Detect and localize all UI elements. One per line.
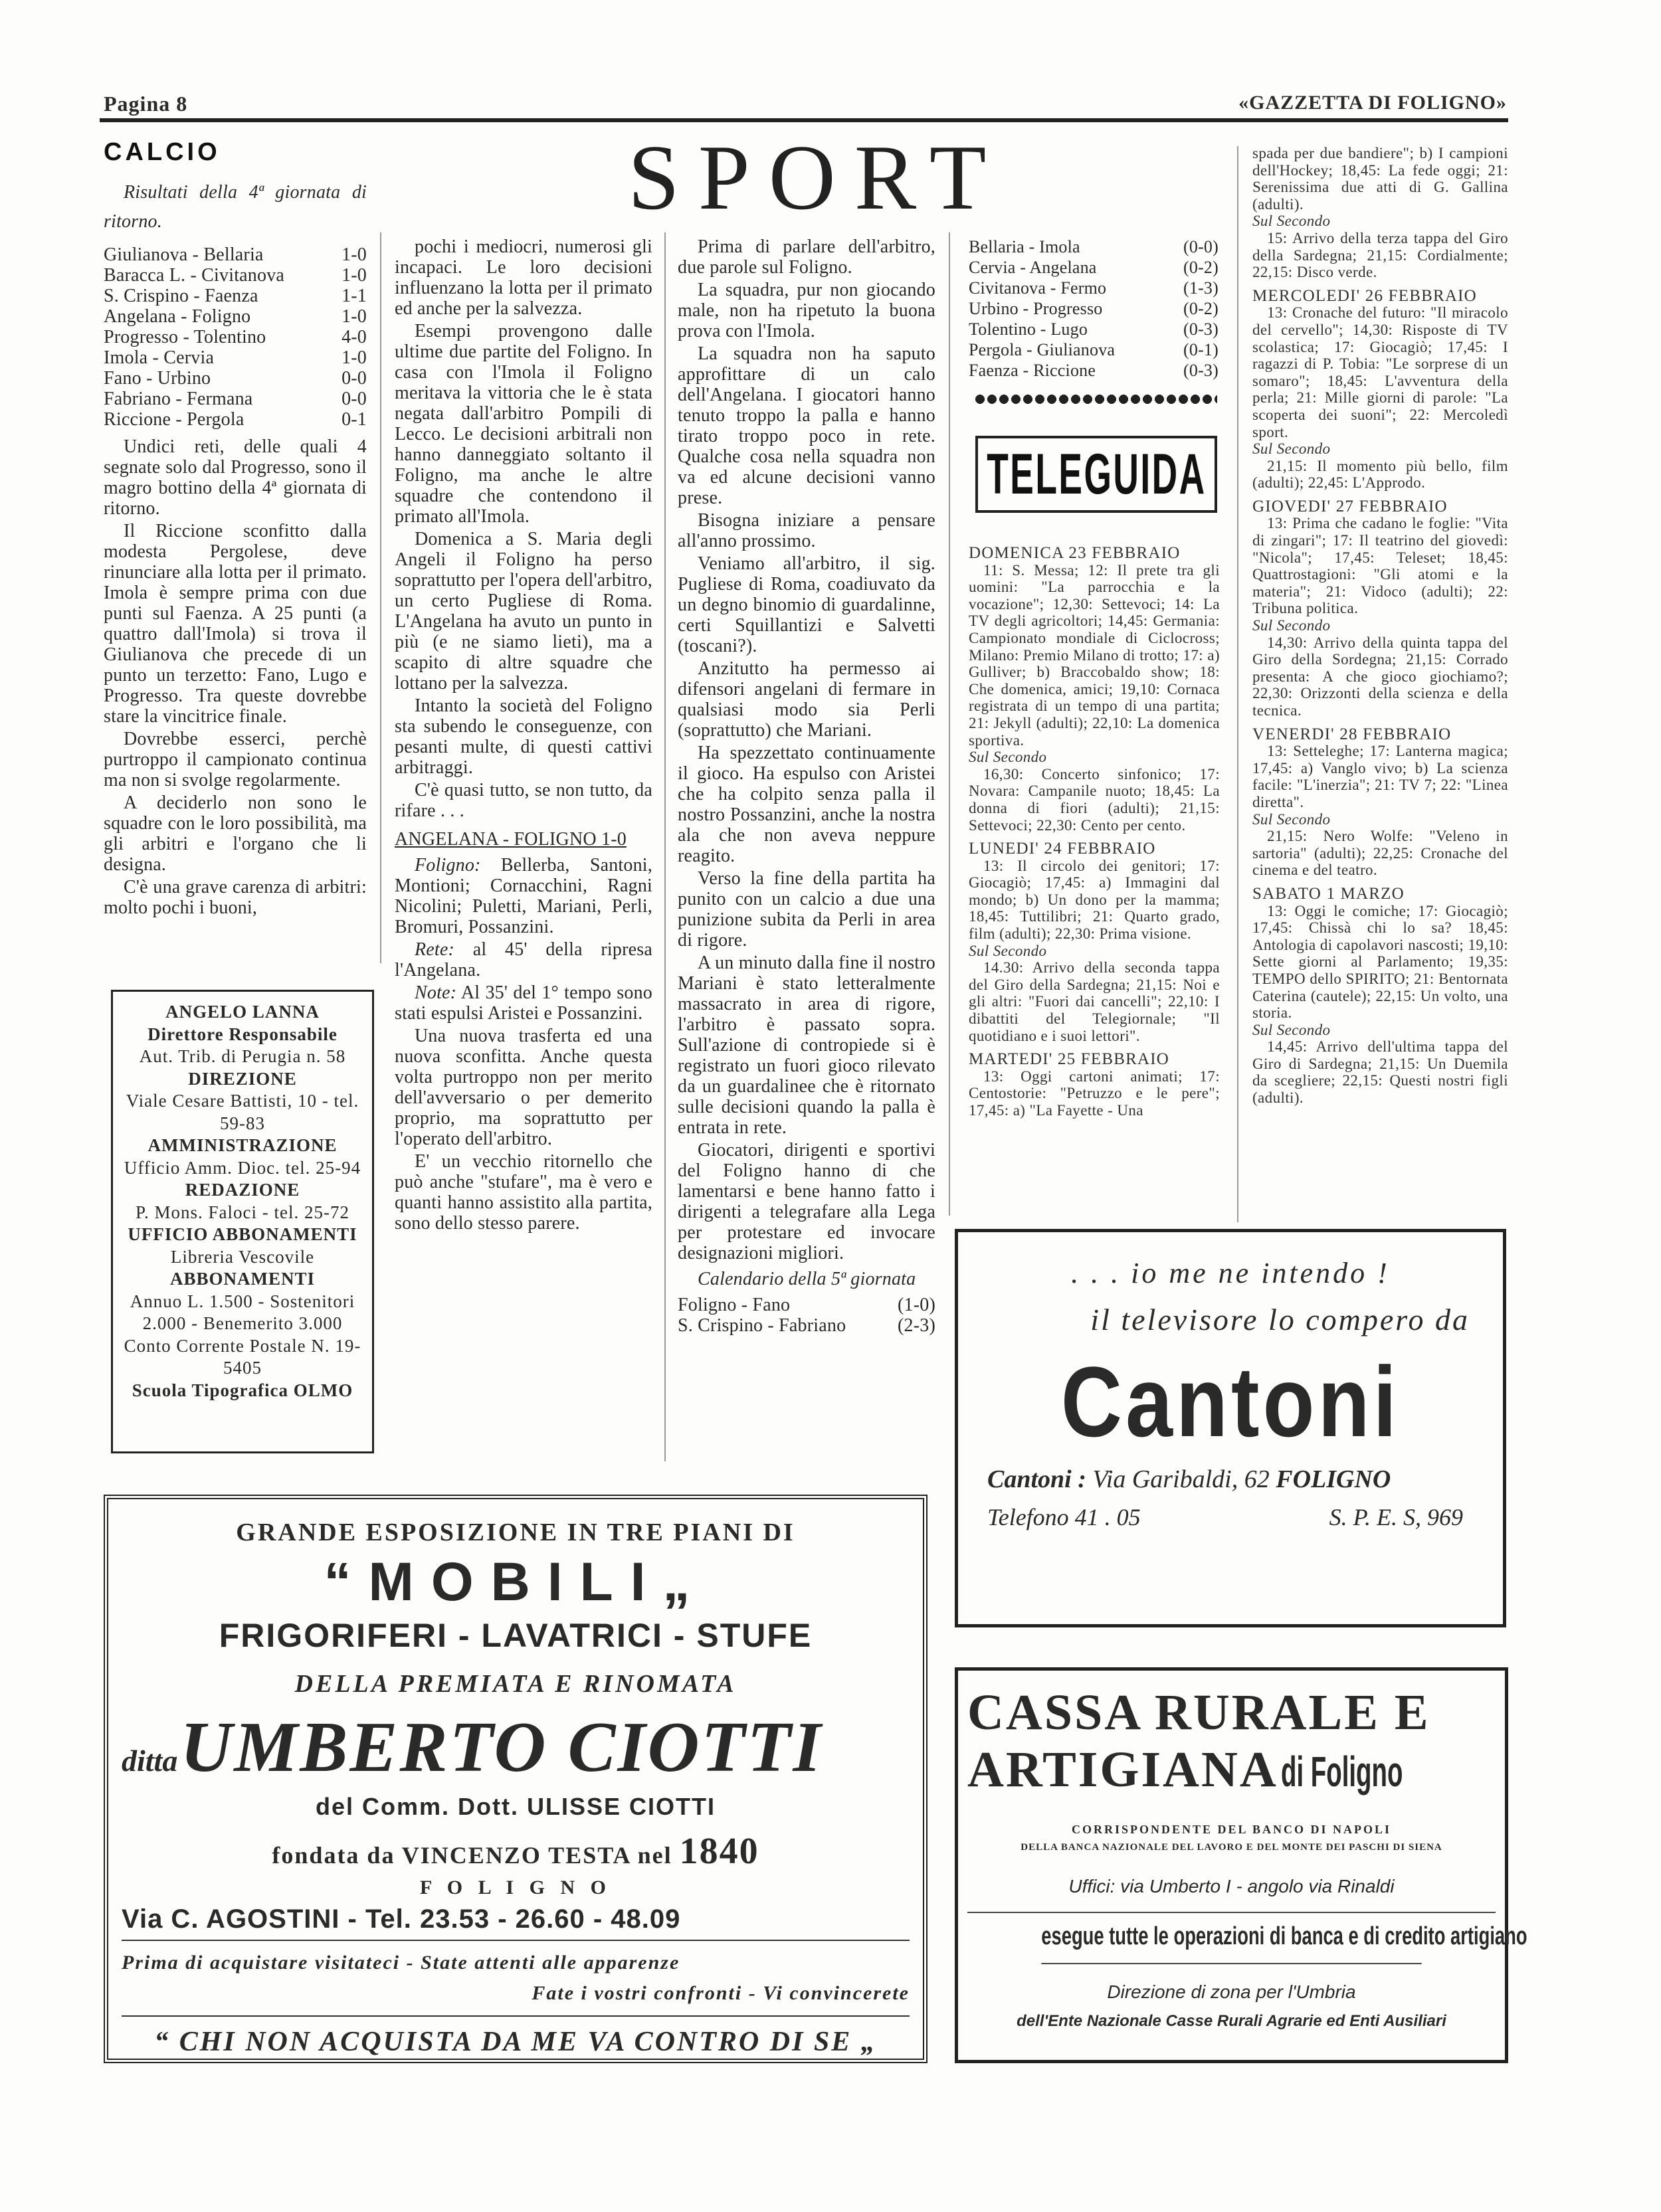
paragraph: Anzitutto ha permesso ai difensori angelani di fermare in qualsiasi modo sia Perli (soprattutto) che Mariani. <box>678 658 935 741</box>
notes <box>395 982 652 1024</box>
paragraph: Undici reti, delle quali 4 segnate solo dal Progresso, sono il magro bottino della 4ª giornata di ritorno. <box>104 436 367 519</box>
fixture-score: 1-0 <box>342 265 367 286</box>
masthead-line: UFFICIO ABBONAMENTI <box>128 1224 357 1244</box>
tv-second-channel-label: Sul Secondo <box>969 942 1047 959</box>
fixture-score: 0-1 <box>342 409 367 430</box>
ad-mobili <box>104 1495 928 2063</box>
lineup-text: Bellerba, Santoni, Montioni; Cornacchini, Ragni Nicolini; Puletti, Mariani, Perli, Bromuri, Possanzini. <box>395 855 652 937</box>
tv-day-heading: LUNEDI' 24 FEBBRAIO <box>969 840 1156 858</box>
goal <box>395 939 652 980</box>
column-divider <box>664 232 666 1461</box>
tv-second-channel-label: Sul Secondo <box>1252 810 1331 828</box>
article-column-3 <box>678 236 935 1336</box>
notes-text: Al 35' del 1° tempo sono stati espulsi Aristei e Possanzini. <box>395 982 652 1024</box>
fixture-score: (1-3) <box>1183 278 1219 298</box>
fixture-match: S. Crispino - Faenza <box>104 286 258 306</box>
ad-cassa-ente: dell'Ente Nazionale Casse Rurali Agrarie ed Enti Ausiliari <box>1017 2012 1446 2030</box>
paragraph: A un minuto dalla fine il nostro Mariani è stato letteralmente massacrato in area di rigore, l'arbitro è passato sopra. Sull'azione di contropiede si è registrato un fuori gioco rilevato da un guardalinee che è ritornato sulle decisioni quando la palla è entrata in rete. <box>678 953 935 1138</box>
dot-separator <box>974 393 1217 405</box>
ad-mobili-year: 1840 <box>679 1831 759 1872</box>
paragraph: E' un vecchio ritornello che può anche "stufare", ma è vero e quanti hanno assistito alla partita, sono dello stesso parere. <box>395 1151 652 1234</box>
ad-cantoni-address: Via Garibaldi, 62 <box>1092 1465 1270 1493</box>
tv-second-channel-label: Sul Secondo <box>1252 440 1331 458</box>
masthead-line: Scuola Tipografica OLMO <box>132 1380 353 1400</box>
paragraph: Ha spezzettato continuamente il gioco. Ha espulso con Aristei che ha colpito senza palla il nostro Possanzini, anche la nostra ala che non aveva neppure reagito. <box>678 743 935 866</box>
masthead-line: Direttore Responsabile <box>147 1024 338 1044</box>
tv-program-list: 13: Setteleghe; 17: Lanterna magica; 17,45: a) Vanglo vivo; b) La scienza facile: "L'inerzia"; 21: TV 7; 22: "Linea diretta". <box>1252 743 1508 810</box>
tv-program-list: spada per due bandiere"; b) I campioni dell'Hockey; 18,45: La fede oggi; 21: Serenissima due atti di G. Gallina (adulti). <box>1252 145 1508 213</box>
tv-program-list: 11: S. Messa; 12: Il prete tra gli uomini: "La parrocchia e la vocazione"; 12,30: Settevoci; 14: La TV degli agricoltori; 14,45: Germania: Campionato mondiale di Ciclocross; Milano: Premio Milano di trotto; 17: a) Gulliver; b) Braccobaldo show; 18: Che domenica, amici; 19,10: Cornaca registrata di un tempo di una partita; 21: Jekyll (adulti); 22,10: La domenica sportiva. <box>969 561 1220 749</box>
fixture-score: 4-0 <box>342 327 367 347</box>
masthead-line: Annuo L. 1.500 - Sostenitori 2.000 - Benemerito 3.000 <box>130 1291 355 1333</box>
section-title: SPORT <box>628 126 1005 229</box>
fixture-row <box>969 298 1219 319</box>
ad-mobili-title: “MOBILI„ <box>324 1552 708 1612</box>
masthead-line: REDAZIONE <box>185 1180 300 1200</box>
ad-mobili-city: F O L I G N O <box>420 1877 611 1898</box>
fixture-match: Civitanova - Fermo <box>969 278 1107 298</box>
fixture-score: (0-0) <box>1183 237 1219 256</box>
tv-program-list: 13: Oggi cartoni animati; 17: Centostorie: "Petruzzo e le pere"; 17,45: a) "La Fayette - Una <box>969 1067 1220 1119</box>
paragraph: Prima di parlare dell'arbitro, due parole sul Foligno. <box>678 236 935 278</box>
masthead-title: «GAZZETTA DI FOLIGNO» <box>1238 92 1507 114</box>
tv-second-channel-label: Sul Secondo <box>1252 1021 1331 1038</box>
fixture-match: Tolentino - Lugo <box>969 320 1088 339</box>
fixture-row <box>104 327 367 347</box>
column-divider <box>949 232 950 1216</box>
calcio-heading: CALCIO <box>104 138 221 166</box>
tv-day-heading: SABATO 1 MARZO <box>1252 884 1405 903</box>
fixture-score: (0-3) <box>1183 361 1219 380</box>
ad-mobili-company: UMBERTO CIOTTI <box>180 1708 823 1787</box>
fixture-row <box>104 389 367 409</box>
fixture-score: 1-0 <box>342 347 367 368</box>
fixture-score: (2-3) <box>898 1315 935 1336</box>
ad-cantoni-code: S. P. E. S, 969 <box>1329 1504 1463 1530</box>
ad-mobili-slogan3: “ CHI NON ACQUISTA DA ME VA CONTRO DI SE „ <box>154 2027 877 2057</box>
column-divider <box>380 232 381 963</box>
paragraph: Bisogna iniziare a pensare all'anno prossimo. <box>678 510 935 551</box>
fixture-match: Angelana - Foligno <box>104 306 251 327</box>
fixture-row <box>678 1315 935 1336</box>
fixture-row <box>969 257 1219 278</box>
fixture-score: 1-1 <box>342 286 367 306</box>
paragraph: Intanto la società del Foligno sta subendo le conseguenze, con pesanti multe, di questi cattivi arbitraggi. <box>395 695 652 778</box>
calendar-title: Calendario della 5ª giornata <box>698 1269 916 1289</box>
fixture-row <box>969 236 1219 257</box>
fixture-score: (1-0) <box>898 1295 935 1315</box>
tv-program-list: 21,15: Il momento più bello, film (adulti); 22,45: L'Approdo. <box>1252 457 1508 492</box>
fixture-score: 0-0 <box>342 368 367 389</box>
tv-listing-column-b <box>1252 145 1508 1107</box>
ad-mobili-line1: GRANDE ESPOSIZIONE IN TRE PIANI DI <box>236 1519 795 1546</box>
fixture-match: Progresso - Tolentino <box>104 327 266 347</box>
fixture-match: Urbino - Progresso <box>969 299 1103 318</box>
fixture-score: (0-1) <box>1183 340 1219 359</box>
masthead-line: ANGELO LANNA <box>165 1002 320 1022</box>
notes-label: Note: <box>415 982 457 1003</box>
ad-mobili-slogan1: Prima di acquistare visitateci - State attenti alle apparenze <box>122 1952 680 1974</box>
tv-program-list: 15: Arrivo della terza tappa del Giro della Sardegna; 21,15: Cordialmente; 22,15: Disco verde. <box>1252 229 1508 281</box>
calendar-continued <box>969 236 1219 381</box>
fixture-row <box>104 244 367 265</box>
paragraph: Esempi provengono dalle ultime due partite del Foligno. In casa con l'Imola il Foligno meritava la vittoria che le è stata negata dall'arbitro Pompili di Lecco. Le decisioni arbitrali non hanno danneggiato soltanto il Foligno, ma anche le altre squadre che contendono il primato all'Imola. <box>395 321 652 527</box>
fixture-row <box>104 368 367 389</box>
masthead-box <box>111 990 374 1453</box>
paragraph: A deciderlo non sono le squadre con le loro possibilità, ma gli arbitri e l'organo che li designa. <box>104 792 367 875</box>
tv-day-heading: MERCOLEDI' 26 FEBBRAIO <box>1252 286 1477 305</box>
masthead-line: DIREZIONE <box>188 1068 297 1089</box>
tv-program-list: 13: Il circolo dei genitori; 17: Giocagiò; 17,45: a) Immagini dal mondo; b) Un dono per la mamma; 18,45: Tuttilibri; 21: Quarto grado, film (adulti); 22,30: Prima visione. <box>969 857 1220 943</box>
match-heading: ANGELANA - FOLIGNO 1-0 <box>395 829 627 850</box>
ad-cantoni-name: Cantoni : <box>987 1465 1086 1493</box>
ad-cassa-direction: Direzione di zona per l'Umbria <box>1107 1982 1356 2002</box>
teleguida-title: TELEGUIDA <box>986 442 1207 506</box>
ad-cassa-rurale <box>955 1667 1527 2063</box>
ad-cassa-corr1: CORRISPONDENTE DEL BANCO DI NAPOLI <box>1071 1823 1392 1836</box>
fixture-score: (0-3) <box>1183 320 1219 339</box>
ad-cantoni-brand: Cantoni <box>1060 1346 1401 1457</box>
fixture-score: (0-2) <box>1183 258 1219 277</box>
tv-second-channel-label: Sul Secondo <box>1252 213 1331 230</box>
tv-program-list: 14.30: Arrivo della seconda tappa del Giro della Sardegna; 21,15: Noi e gli altri: "Fuori dai cancelli"; 22,10: I dibattiti del Telegiornale; "Il quotidiano e i suoi lettori". <box>969 959 1220 1044</box>
ad-mobili-line4: DELLA PREMIATA E RINOMATA <box>294 1670 737 1698</box>
ad-cassa-line2: ARTIGIANA <box>967 1742 1278 1797</box>
paragraph: C'è una grave carenza di arbitri: molto pochi i buoni, <box>104 877 367 918</box>
tv-day-heading: GIOVEDI' 27 FEBBRAIO <box>1252 497 1448 515</box>
results-intro: Risultati della 4ª giornata di ritorno. <box>104 182 367 232</box>
fixture-score: (0-2) <box>1183 299 1219 318</box>
header-rule <box>100 118 1508 122</box>
ad-mobili-address: Via C. AGOSTINI - Tel. 23.53 - 26.60 - 48.09 <box>122 1904 910 1941</box>
tv-day-heading: VENERDI' 28 FEBBRAIO <box>1252 725 1452 743</box>
article-column-2 <box>395 236 652 1236</box>
paragraph: C'è quasi tutto, se non tutto, da rifare . . . <box>395 780 652 821</box>
fixture-match: Imola - Cervia <box>104 347 215 368</box>
paragraph: La squadra, pur non giocando male, non ha ripetuto la buona prova con l'Imola. <box>678 280 935 341</box>
goal-label: Rete: <box>415 939 455 960</box>
ad-mobili-slogan2: Fate i vostri confronti - Vi convincerete <box>122 1982 910 2017</box>
masthead-line: Ufficio Amm. Dioc. tel. 25-94 <box>124 1157 361 1178</box>
paragraph: pochi i mediocri, numerosi gli incapaci. Le loro decisioni influenzano la lotta per il primato ed anche per la salvezza. <box>395 236 652 319</box>
ad-cassa-city: di Foligno <box>1280 1748 1403 1796</box>
tv-program-list: 14,30: Arrivo della quinta tappa del Giro della Sordegna; 21,15: Corrado presenta: A che gioco giochiamo?; 22,30: Orizzonti della scienza e della tecnica. <box>1252 634 1508 719</box>
masthead-line: ABBONAMENTI <box>169 1269 316 1289</box>
ad-cassa-line1: CASSA RURALE E <box>967 1685 1430 1740</box>
masthead-line: Viale Cesare Battisti, 10 - tel. 59-83 <box>126 1091 359 1133</box>
paragraph: Verso la fine della partita ha punito con un calcio a due una punizione subita da Perli in area di rigore. <box>678 868 935 951</box>
masthead-line: Libreria Vescovile <box>170 1246 315 1267</box>
ad-mobili-products: FRIGORIFERI - LAVATRICI - STUFE <box>219 1617 813 1654</box>
masthead-line: P. Mons. Faloci - tel. 25-72 <box>136 1202 349 1222</box>
ad-cantoni-city: FOLIGNO <box>1276 1465 1391 1493</box>
lineup-label: Foligno: <box>415 855 481 876</box>
calcio-column <box>104 178 367 920</box>
fixture-match: Faenza - Riccione <box>969 361 1096 380</box>
fixture-match: Bellaria - Imola <box>969 237 1080 256</box>
ad-cassa-corr2: DELLA BANCA NAZIONALE DEL LAVORO E DEL MONTE DEI PASCHI DI SIENA <box>1021 1842 1442 1853</box>
fixture-match: Pergola - Giulianova <box>969 340 1116 359</box>
fixture-row <box>104 347 367 368</box>
fixture-row <box>969 339 1219 360</box>
tv-program-list: 14,45: Arrivo dell'ultima tappa del Giro di Sardegna; 21,15: Un Duemila da scegliere; 22,15: Questi nostri figli (adulti). <box>1252 1038 1508 1107</box>
column-divider <box>1237 146 1238 1222</box>
fixture-score: 1-0 <box>342 306 367 327</box>
ad-mobili-ditta: ditta <box>122 1744 178 1778</box>
fixture-match: Baracca L. - Civitanova <box>104 265 285 286</box>
fixture-score: 0-0 <box>342 389 367 409</box>
page-number: Pagina 8 <box>104 92 188 116</box>
lineup <box>395 855 652 937</box>
fixture-row <box>678 1295 935 1315</box>
fixture-row <box>969 319 1219 339</box>
paragraph: Dovrebbe esserci, perchè purtroppo il campionato continua ma non si svolge regolarmente. <box>104 729 367 790</box>
fixture-row <box>104 306 367 327</box>
fixture-row <box>969 360 1219 381</box>
tv-listing-column-a <box>969 538 1220 1119</box>
tv-program-list: 16,30: Concerto sinfonico; 17: Novara: Campanile nuoto; 18,45: La donna di fiori (adulti); 21,15: Settevoci; 22,30: Cento per cento. <box>969 765 1220 834</box>
ad-cassa-offices: Uffici: via Umberto I - angolo via Rinaldi <box>967 1876 1496 1913</box>
ad-mobili-founded: fondata da VINCENZO TESTA nel <box>272 1842 672 1869</box>
fixture-score: 1-0 <box>342 244 367 265</box>
tv-second-channel-label: Sul Secondo <box>969 749 1047 766</box>
paragraph: Domenica a S. Maria degli Angeli il Foligno ha perso soprattutto per l'opera dell'arbitro, un certo Pugliese di Roma. L'Angelana ha avuto un punto in più (e ne siamo lieti), ma a scapito di altre squadre che lottano per la salvezza. <box>395 529 652 693</box>
goal-text: al 45' della ripresa l'Angelana. <box>395 939 652 980</box>
paragraph: Il Riccione sconfitto dalla modesta Pergolese, deve rinunciare alla lotta per il primato. Imola è sempre prima con due punti sul Faenza. A 25 punti (a quattro dall'Imola) si trova il Giulianova che precede di un punto un terzetto: Fano, Lugo e Progresso. Tra queste dovrebbe stare la vincitrice finale. <box>104 521 367 727</box>
ad-mobili-owner: del Comm. Dott. ULISSE CIOTTI <box>315 1793 716 1820</box>
tv-program-list: 13: Oggi le comiche; 17: Giocagiò; 17,45: Chissà chi lo sa? 18,45: Antologia di capolavori nascosti; 19,10: Sette giorni al Parlamento; 19,35: TEMPO dello SPIRITO; 21: Bentornata Caterina (cautele); 22,15: Un volto, una storia. <box>1252 902 1508 1022</box>
ad-cassa-services: esegue tutte le operazioni di banca e di credito artigiano <box>1041 1922 1421 1964</box>
ad-cantoni-line2: il televisore lo compero da <box>1090 1303 1470 1336</box>
ad-cantoni-phone: Telefono 41 . 05 <box>987 1504 1141 1530</box>
tv-program-list: 21,15: Nero Wolfe: "Veleno in sartoria" (adulti); 22,25: Cronache del cinema e del teatro. <box>1252 828 1508 879</box>
fixture-row <box>969 278 1219 298</box>
paragraph: La squadra non ha saputo approfittare di un calo dell'Angelana. I giocatori hanno tenuto troppo la palla e hanno tirato troppo poco in rete. Qualche cosa nella squadra non va ed alcune decisioni vanno prese. <box>678 343 935 508</box>
masthead-line: AMMINISTRAZIONE <box>147 1135 338 1155</box>
tv-program-list: 13: Cronache del futuro: "Il miracolo del cervello"; 14,30: Risposte di TV scolastica; 17: Giocagiò; 17,45: I ragazzi di P. Tobia: "Le sorprese di un somaro"; 18,45: L'avventura della perla; 21: Mille giorni di parole: "La scoperta dei suoni"; 22: Mercoledì sport. <box>1252 304 1508 440</box>
paragraph: Una nuova trasferta ed una nuova sconfitta. Anche questa volta purtroppo non per merito dell'avversario o per demerito proprio, ma soprattutto per l'operato dell'arbitro. <box>395 1026 652 1149</box>
teleguida-box <box>975 436 1217 513</box>
masthead-line: Conto Corrente Postale N. 19-5405 <box>124 1335 361 1378</box>
tv-day-heading: DOMENICA 23 FEBBRAIO <box>969 544 1181 562</box>
paragraph: Veniamo all'arbitro, il sig. Pugliese di Roma, coadiuvato da un degno binomio di guardalinne, certi Squillantizi e Salvetti (toscani?). <box>678 553 935 656</box>
fixture-match: Fabriano - Fermana <box>104 389 253 409</box>
fixture-match: Foligno - Fano <box>678 1295 791 1315</box>
paragraph: Giocatori, dirigenti e sportivi del Foligno hanno di che lamentarsi e bene hanno fatto i dirigenti a telegrafare alla Lega per protestare ed invocare designazioni migliori. <box>678 1140 935 1263</box>
results-table <box>104 244 367 430</box>
fixture-row <box>104 409 367 430</box>
fixture-match: Riccione - Pergola <box>104 409 244 430</box>
ad-cantoni <box>955 1229 1506 1627</box>
tv-program-list: 13: Prima che cadano le foglie: "Vita di zingari"; 17: Il teatrino del giovedì: "Nicola"; 17,45: Teleset; 18,45: Quattrostagioni: "Gli atomi e la materia"; 21: Vidoco (adulti); 22: Tribuna politica. <box>1252 515 1508 617</box>
fixture-row <box>104 265 367 286</box>
masthead-line: Aut. Trib. di Perugia n. 58 <box>139 1046 346 1066</box>
tv-second-channel-label: Sul Secondo <box>1252 617 1331 634</box>
fixture-match: S. Crispino - Fabriano <box>678 1315 846 1336</box>
tv-day-heading: MARTEDI' 25 FEBBRAIO <box>969 1050 1170 1069</box>
fixture-match: Giulianova - Bellaria <box>104 244 264 265</box>
fixture-match: Fano - Urbino <box>104 368 211 389</box>
ad-cantoni-line1: . . . io me ne intendo ! <box>1071 1257 1390 1289</box>
fixture-row <box>104 286 367 306</box>
fixture-match: Cervia - Angelana <box>969 258 1097 277</box>
